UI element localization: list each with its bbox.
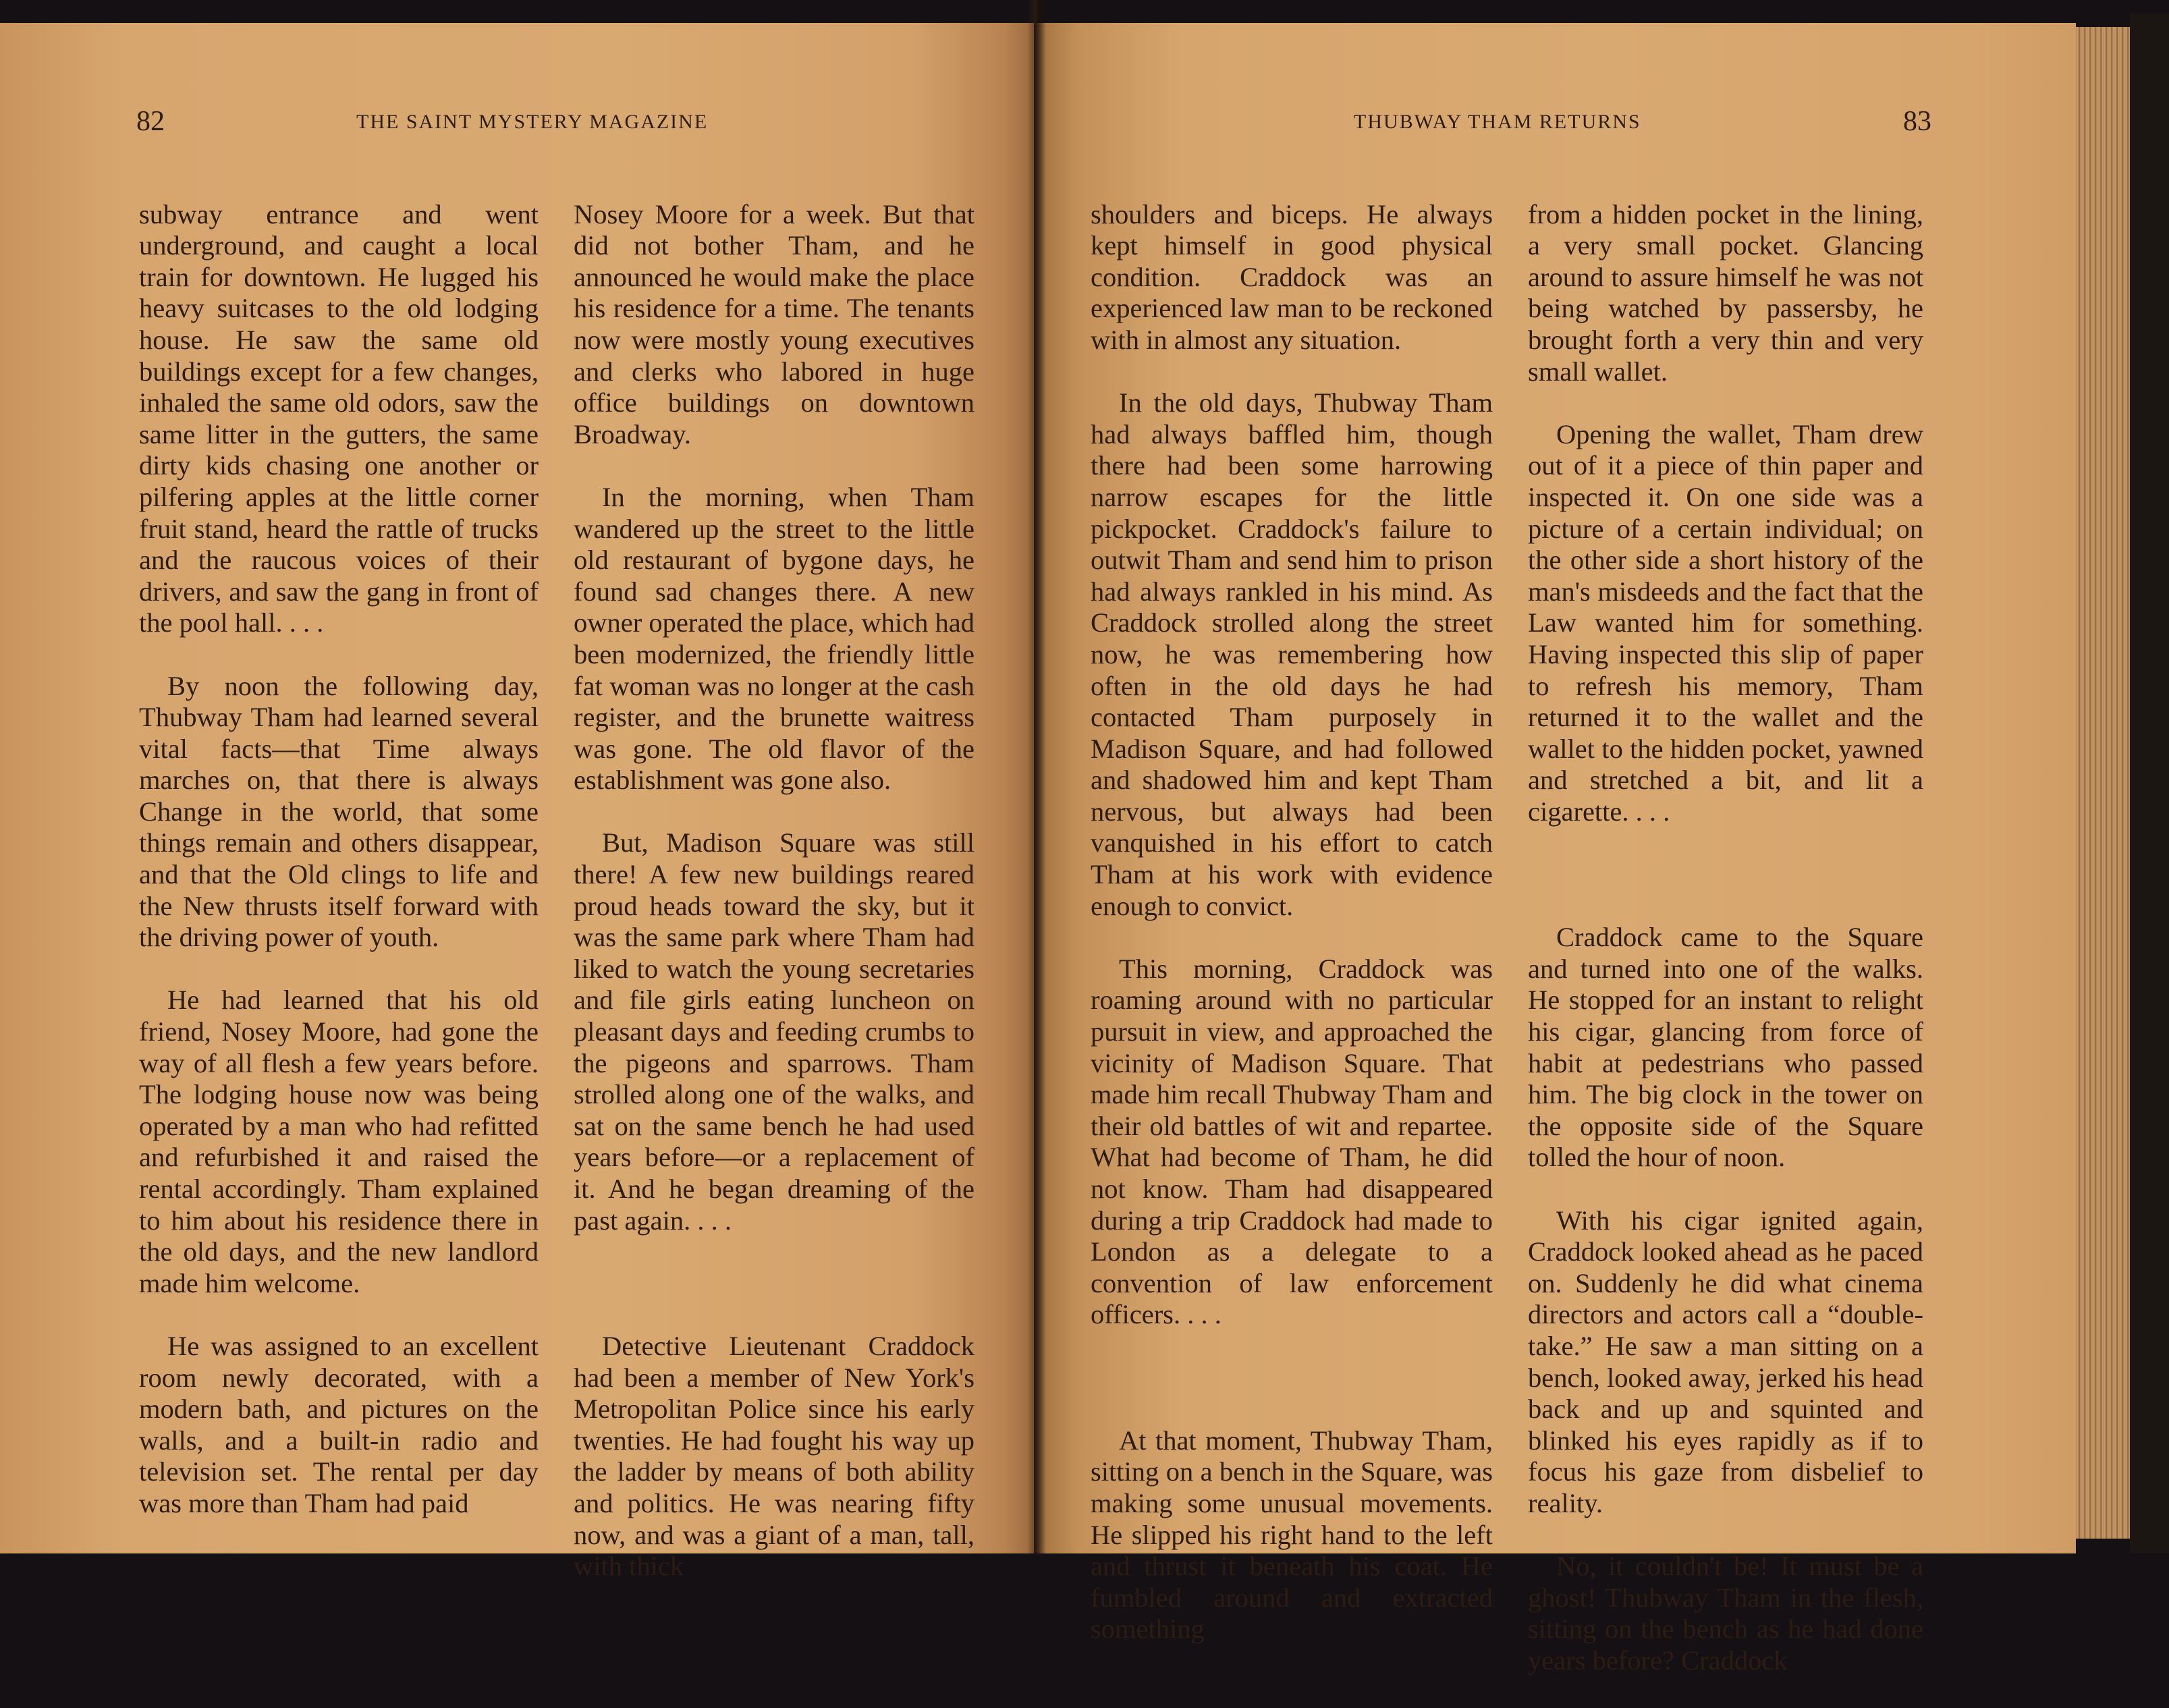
running-head: THE SAINT MYSTERY MAGAZINE — [356, 111, 709, 133]
paragraph: He was assigned to an excellent room newly decorated, with a modern bath, and pictures on the walls, and a built-in radio and television set. The rental per day was more than Tham had paid — [139, 1330, 539, 1518]
paragraph: By noon the following day, Thubway Tham had learned several vital facts—that Time always marches on, that there is always Change in the world, that some things remain and others disappear, and that the Old clings to life and the New thrusts itself forward with the driving power of youth. — [139, 670, 539, 953]
paragraph: But, Madison Square was still there! A few new buildings reared proud heads toward the sky, but it was the same park where Tham had liked to watch the young secretaries and file girls eating luncheon on pleasant days and feeding crumbs to the pigeons and sparrows. Tham strolled along one of the walks, and sat on the same bench he had used years before—or a replacement of it. And he began dreaming of the past again. . . . — [574, 827, 974, 1236]
paragraph: Craddock came to the Square and turned into one of the walks. He stopped for an instant to relight his cigar, glancing from force of habit at pedestrians who passed him. The big clock in the tower on the opposite side of the Square tolled the hour of noon. — [1528, 922, 1923, 1173]
section-break — [574, 1268, 974, 1300]
paragraph: With his cigar ignited again, Craddock looked ahead as he paced on. Suddenly he did what cinema directors and actors call a “double-take.” He saw a man sitting on a bench, looked away, jerked his head back and up and squinted and blinked his eyes rapidly as if to focus his gaze from disbelief to reality. — [1528, 1205, 1923, 1518]
text-column-right — [574, 167, 974, 1614]
page-number: 82 — [136, 106, 165, 137]
paragraph: subway entrance and went underground, and caught a local train for downtown. He lugged his heavy suitcases to the old lodging house. He saw the same old buildings except for a few changes, inhaled the same old odors, saw the same litter in the gutters, the same dirty kids chasing one another or pilfering apples at the little corner fruit stand, heard the rattle of trucks and the raucous voices of their drivers, and saw the gang in front of the pool hall. . . . — [139, 198, 539, 638]
page-number: 83 — [1903, 106, 1931, 137]
paragraph: Opening the wallet, Tham drew out of it a piece of thin paper and inspected it. On one side was a picture of a certain individual; on the other side a short history of the man's misdeeds and the fact that the Law wanted him for something. Having inspected this slip of paper to refresh his memory, Tham returned it to the wallet and the wallet to the hidden pocket, yawned and stretched a bit, and lit a cigarette. . . . — [1528, 418, 1923, 827]
paragraph: At that moment, Thubway Tham, sitting on a bench in the Square, was making some unusual movements. He slipped his right hand to the left and thrust it beneath his coat. He fumbled around and extracted something — [1091, 1425, 1493, 1645]
cover-edge — [2130, 13, 2169, 1553]
page-edges — [2076, 27, 2130, 1539]
paragraph: In the morning, when Tham wandered up the street to the little old restaurant of bygone days, he found sad changes there. A new owner operated the place, which had been modernized, the friendly little fat woman was no longer at the cash register, and the brunette waitress was gone. The old flavor of the establishment was gone also. — [574, 481, 974, 796]
running-head: THUBWAY THAM RETURNS — [1354, 111, 1641, 133]
right-page — [1037, 23, 2076, 1676]
text-column-right — [1528, 167, 1923, 1708]
paragraph: Nosey Moore for a week. But that did not bother Tham, and he announced he would make the place his residence for a time. The tenants now were mostly young executives and clerks who labored in huge office buildings on downtown Broadway. — [574, 198, 974, 449]
paragraph: No, it couldn't be! It must be a ghost! Thubway Tham in the flesh, sitting on the bench as he had done years before? Craddock — [1528, 1551, 1923, 1676]
section-break — [1091, 1362, 1493, 1394]
paragraph: shoulders and biceps. He always kept himself in good physical condition. Craddock was an experienced law man to be reckoned with in almost any situation. — [1091, 198, 1493, 355]
paragraph: Detective Lieutenant Craddock had been a member of New York's Metropolitan Police since his early twenties. He had fought his way up the ladder by means of both ability and politics. He was nearing fifty now, and was a giant of a man, tall, with thick — [574, 1330, 974, 1582]
section-break — [1528, 859, 1923, 891]
paragraph: He had learned that his old friend, Nosey Moore, had gone the way of all flesh a few years before. The lodging house now was being operated by a man who had refitted and refurbished it and raised the rental accordingly. Tham explained to him about his residence there in the old days, and the new landlord made him welcome. — [139, 985, 539, 1298]
paragraph: This morning, Craddock was roaming around with no particular pursuit in view, and approached the vicinity of Madison Square. That made him recall Thubway Tham and their old battles of wit and repartee. What had become of Tham, he did not know. Tham had disappeared during a trip Craddock had made to London as a delegate to a convention of law enforcement officers. . . . — [1091, 953, 1493, 1330]
text-column-left — [139, 167, 539, 1551]
paragraph: from a hidden pocket in the lining, a very small pocket. Glancing around to assure himself he was not being watched by passersby, he brought forth a very thin and very small wallet. — [1528, 198, 1923, 387]
left-page — [0, 23, 1034, 1582]
paragraph: In the old days, Thubway Tham had always baffled him, though there had been some harrowing narrow escapes for the little pickpocket. Craddock's failure to outwit Tham and send him to prison had always rankled in his mind. As Craddock strolled along the street now, he was remembering how often in the old days he had contacted Tham purposely in Madison Square, and had followed and shadowed him and kept Tham nervous, but always had been vanquished in his effort to catch Tham at his work with evidence enough to convict. — [1091, 387, 1493, 921]
text-column-left — [1091, 167, 1493, 1677]
